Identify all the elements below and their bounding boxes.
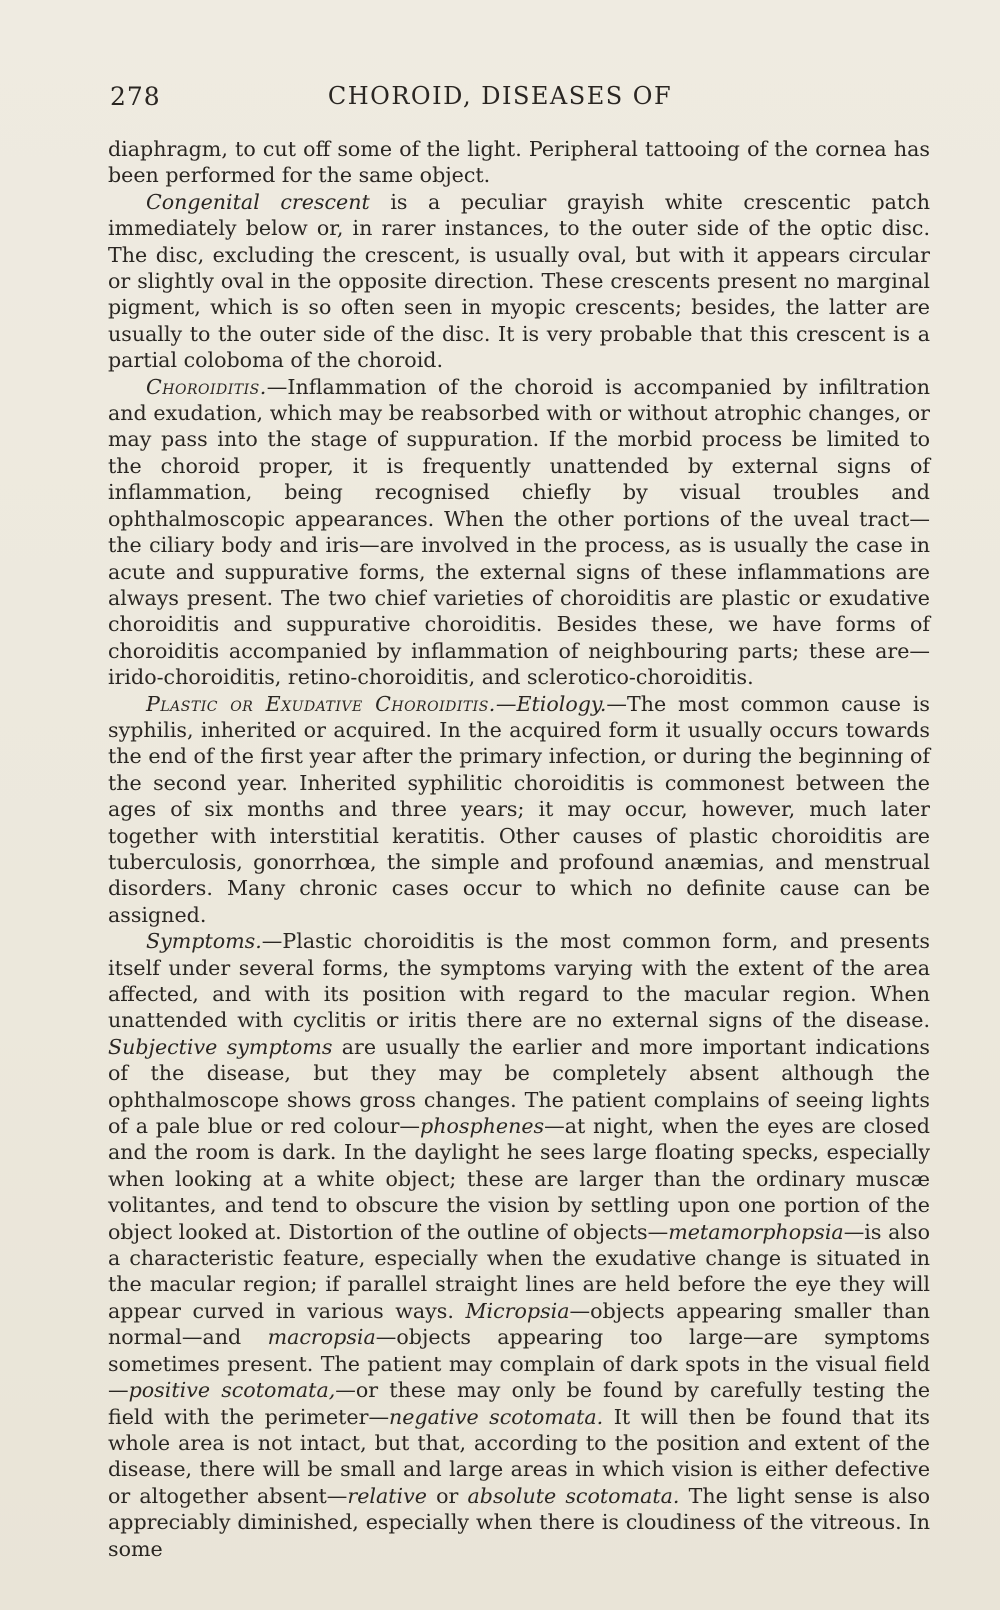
subheading-etiology: —Etiology.: [495, 691, 607, 716]
paragraph-text: —Inflammation of the choroid is accompanied by infiltration and exudation, which may be reabsorbed with or without atrophic changes, or may pass into the stage of suppuration. If the morbid process be limited to the choroid proper, it is frequently unattended by external signs of inflammation, being recognised chiefly by visual troubles and ophthalmoscopic appearances. When the other portions of the uveal tract—the ciliary body and iris—are involved in the process, as is usually the case in acute and suppurative forms, the external signs of these inflammations are always present. The two chief varieties of choroiditis are plastic or exudative choroiditis and suppurative choroiditis. Besides these, we have forms of choroiditis accompanied by inflammation of neighbouring parts; these are—irido-choroiditis, retino-choroiditis, and sclerotico-choroiditis.: [108, 374, 930, 690]
paragraph-choroiditis: [108, 374, 930, 691]
paragraph-text: —objects appearing smaller than normal—and: [108, 1298, 930, 1350]
page-number: 278: [110, 82, 161, 111]
paragraph-text: —Plastic choroiditis is the most common form, and presents itself under several forms, the symptoms varying with the extent of the area affected, and with its position with regard to the macular region. When unattended with cyclitis or iritis there are no external signs of the disease.: [108, 929, 930, 1033]
paragraph-text: or: [426, 1483, 468, 1508]
paragraph-text: are usually the earlier and more important indications of the disease, but they may be completely absent although the ophthalmoscope shows gross changes. The patient complains of seeing lights of a pale blue or red colour—: [108, 1034, 930, 1139]
paragraph-text: —at night, when the eyes are closed and the room is dark. In the daylight he sees large floating specks, especially when looking at a white object; these are larger than the ordinary muscæ volitantes, and tend to obscure the vision by settling upon one portion of the object looked at. Distortion of the outline of objects—: [108, 1114, 930, 1244]
running-title: CHOROID, DISEASES OF: [327, 82, 673, 110]
body-text: [108, 136, 930, 1562]
paragraph-text: —or these may only be found by carefully testing the field with the perimeter—: [108, 1378, 931, 1429]
page-header: [110, 82, 930, 118]
paragraph-text: is a peculiar grayish white crescentic patch immediately below or, in rarer instances, to the outer side of the optic disc. The disc, excluding the crescent, is usually oval, but with it appears circular or slightly oval in the opposite direction. These crescents present no marginal pigment, which is so often seen in myopic crescents; besides, the latter are usually to the outer side of the disc. It is very probable that this crescent is a partial coloboma of the choroid.: [108, 189, 931, 373]
heading-plastic-choroiditis: Plastic or Exudative Choroiditis.: [146, 691, 496, 716]
paragraph-text: —is also a characteristic feature, especially when the exudative change is situated in the macular region; if parallel straight lines are held before the eye they will appear curved in various ways.: [108, 1219, 930, 1323]
paragraph-text: The light sense is also appreciably diminished, especially when there is cloudiness of the vitreous. In some: [108, 1483, 930, 1561]
italic-term: Symptoms.: [146, 929, 262, 954]
heading-choroiditis: Choroiditis.: [146, 374, 267, 399]
italic-term: metamorphopsia: [668, 1219, 844, 1244]
italic-term: absolute scotomata.: [467, 1483, 680, 1508]
paragraph-diaphragm: diaphragm, to cut off some of the light. Peripheral tattooing of the cornea has been performed for the same object.: [108, 137, 930, 188]
italic-term: relative: [347, 1483, 427, 1508]
paragraph-congenital-crescent: [108, 189, 930, 374]
italic-term: positive scotomata,: [128, 1378, 336, 1403]
italic-term: macropsia: [267, 1325, 376, 1350]
heading-congenital-crescent: Congenital crescent: [146, 189, 370, 214]
italic-term: phosphenes: [420, 1114, 545, 1139]
italic-term: negative scotomata.: [389, 1404, 604, 1429]
italic-term: Subjective symptoms: [108, 1034, 333, 1059]
paragraph-text: —objects appearing too large—are symptoms sometimes present. The patient may complain of dark spots in the visual field—: [108, 1325, 930, 1403]
paragraph-plastic-choroiditis: [108, 691, 930, 929]
italic-term: Micropsia: [465, 1298, 570, 1323]
paragraph-symptoms: [108, 928, 930, 1562]
paragraph-text: —The most common cause is syphilis, inherited or acquired. In the acquired form it usually occurs towards the end of the first year after the primary infection, or during the beginning of the second year. Inherited syphilitic choroiditis is commonest between the ages of six months and three years; it may occur, however, much later together with interstitial keratitis. Other causes of plastic choroiditis are tuberculosis, gonorrhœa, the simple and profound anæmias, and menstrual disorders. Many chronic cases occur to which no definite cause can be assigned.: [108, 691, 930, 927]
paragraph-text: It will then be found that its whole area is not intact, but that, according to the position and extent of the disease, there will be small and large areas in which vision is either defective or altogether absent—: [108, 1404, 931, 1508]
